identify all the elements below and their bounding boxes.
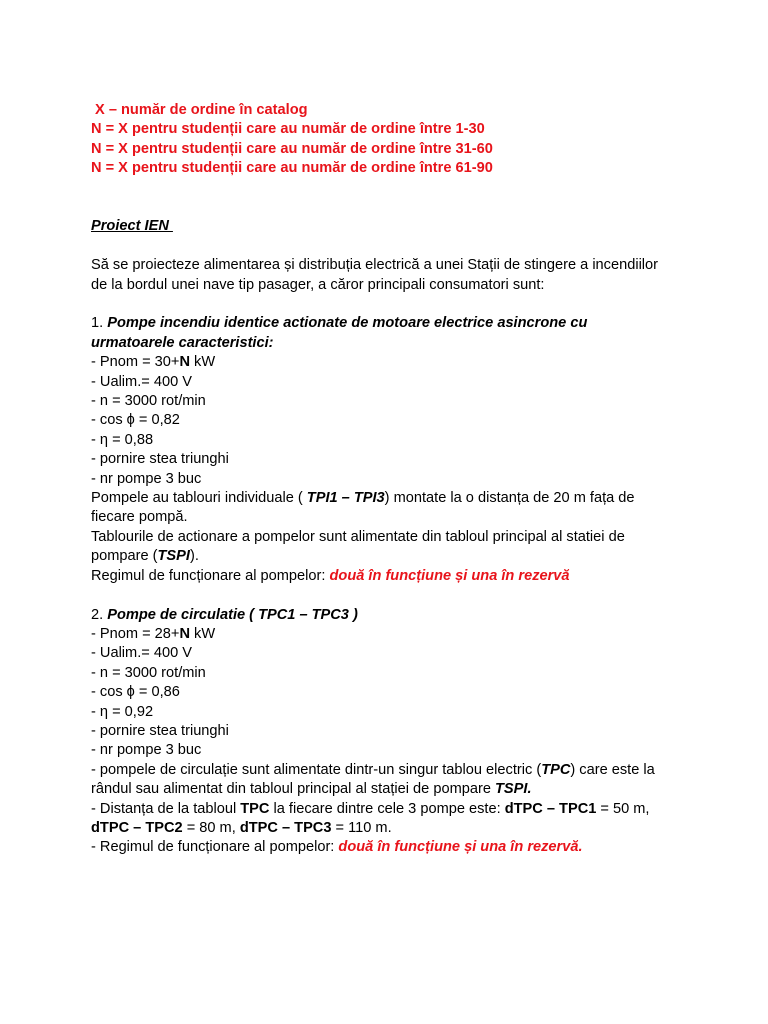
section2-title: Pompe de circulatie ( TPC1 – TPC3 ) (107, 606, 358, 623)
spacer (91, 179, 691, 218)
section1-title: Pompe incendiu identice actionate de motoare electrice asincrone cu urmatoarele caracteristici: (91, 315, 588, 351)
section1-tables (91, 489, 671, 528)
section2-spec-speed: - n = 3000 rot/min (91, 664, 206, 681)
header-notes (91, 101, 691, 179)
section1-spec-speed: - n = 3000 rot/min (91, 393, 206, 410)
section1-supply (91, 528, 671, 567)
section2-spec-ualim: - Ualim.= 400 V (91, 645, 192, 662)
section1-pnom-n: N (179, 354, 190, 371)
section1-spec-ualim: - Ualim.= 400 V (91, 373, 192, 390)
section1-regime (91, 567, 691, 586)
note-range-1-30: N = X pentru studenții care au număr de ordine între 1-30 (91, 121, 485, 138)
section2-circ-mid: ) care este la rândul sau alimentat din tabloul principal al stației de pompare (91, 761, 655, 798)
section1-number: 1. (91, 315, 108, 332)
spacer (91, 586, 691, 605)
section2-spec-count: - nr pompe 3 buc (91, 742, 202, 759)
section1-spec-start: - pornire stea triunghi (91, 451, 229, 468)
section1-pnom-suffix: kW (189, 354, 216, 371)
note-x-definition: X – număr de ordine în catalog (91, 102, 308, 118)
section2-d2-value: = 80 m, (182, 819, 240, 836)
section2-heading (91, 606, 691, 625)
spacer (91, 295, 691, 314)
section2-d3-label: dTPC – TPC3 (239, 819, 332, 836)
section1-spec-cosphi: - cos ϕ = 0,82 (91, 412, 180, 429)
section1-regime-label: Regimul de funcționare al pompelor: (91, 567, 330, 584)
section2-regime-value: două în funcțiune și una în rezervă. (338, 839, 583, 856)
section2-pnom-n: N (179, 625, 190, 642)
section2-circ-code: TPC (541, 761, 571, 778)
spacer (91, 237, 691, 256)
section2-regime-label: - Regimul de funcționare al pompelor: (91, 839, 339, 856)
section1-spec-count: - nr pompe 3 buc (91, 470, 202, 487)
note-range-61-90: N = X pentru studenții care au număr de ordine între 61-90 (91, 160, 493, 177)
section2-d2-label: dTPC – TPC2 (91, 819, 183, 836)
section2-regime (91, 838, 691, 857)
section2-d3-value: = 110 m. (331, 819, 392, 836)
project-title: Proiect IEN (91, 218, 173, 235)
section2-spec-eta: - η = 0,92 (91, 703, 154, 720)
section2-circ-pre: - pompele de circulație sunt alimentate dintr-un singur tablou electric ( (91, 761, 542, 778)
section2-d1-label: dTPC – TPC1 (504, 800, 597, 817)
section2-pnom-prefix: - Pnom = 28+ (91, 625, 180, 642)
section1-tables-pre: Pompele au tablouri individuale ( (91, 490, 307, 507)
section2-pnom-suffix: kW (189, 625, 216, 642)
section1-supply-post: ). (189, 548, 199, 565)
section2-distances (91, 800, 676, 839)
section2-d1-value: = 50 m, (596, 800, 650, 817)
section1-pnom (91, 353, 691, 372)
section2-pnom (91, 625, 691, 644)
section2-spec-cosphi: - cos ϕ = 0,86 (91, 684, 180, 701)
section1-pnom-prefix: - Pnom = 30+ (91, 354, 180, 371)
section2-spec-start: - pornire stea triunghi (91, 722, 229, 739)
section2-dist-pre: - Distanța de la tabloul (91, 800, 241, 817)
section1-supply-pre: Tablourile de actionare a pompelor sunt alimentate din tabloul principal al statiei de pompare ( (91, 528, 625, 565)
section2-number: 2. (91, 606, 108, 623)
project-intro: Să se proiecteze alimentarea și distribuția electrică a unei Stații de stingere a incendiilor de la bordul unei nave tip pasager, a căror principali consumatori sunt: (91, 257, 659, 293)
section1-regime-value: două în funcțiune și una în rezervă (329, 567, 570, 584)
section1-tables-code: TPI1 – TPI3 (306, 490, 385, 507)
section1-supply-code: TSPI (157, 548, 190, 565)
section2-dist-mid: la fiecare dintre cele 3 pompe este: (269, 800, 505, 817)
section2-circ-code2: TSPI. (495, 781, 532, 798)
section2-circulation-supply (91, 761, 676, 800)
section1-heading (91, 314, 651, 353)
section1-spec-eta: - η = 0,88 (91, 431, 154, 448)
section2-dist-tpc: TPC (240, 800, 270, 817)
section1-tables-post: ) montate la o distanța de 20 m fața de fiecare pompă. (91, 490, 635, 526)
note-range-31-60: N = X pentru studenții care au număr de ordine între 31-60 (91, 140, 493, 157)
document-body (91, 101, 691, 858)
